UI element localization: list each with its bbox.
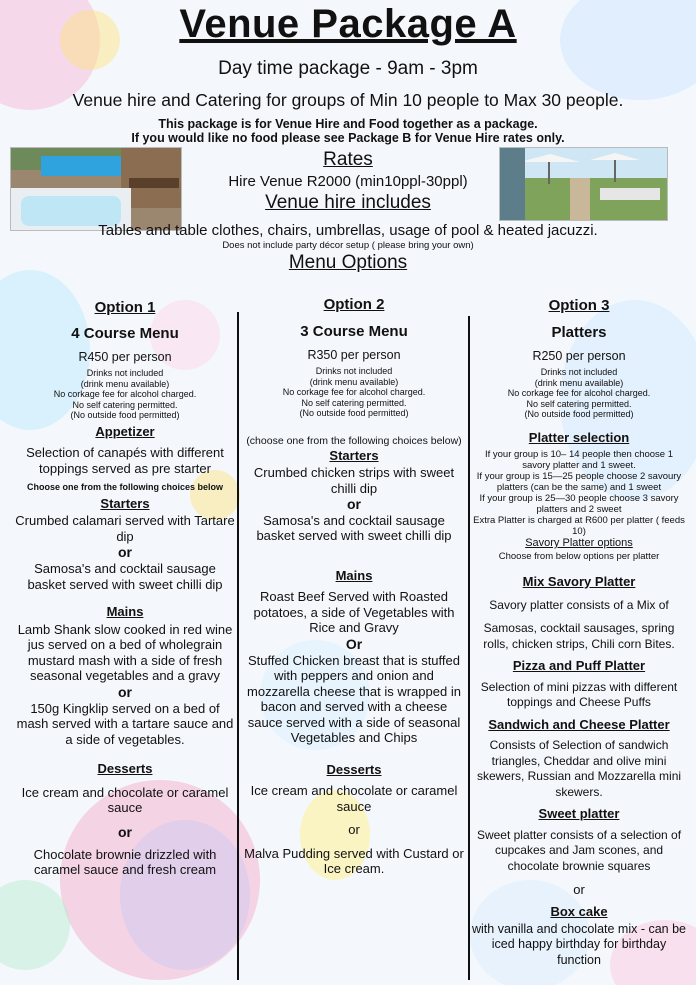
option3-mix1: Savory platter consists of a Mix of — [489, 597, 669, 612]
package-note-line2: If you would like no food please see Package B for Venue Hire rates only. — [131, 131, 565, 145]
option3-price: R250 per person — [532, 349, 626, 363]
group-size-line: Venue hire and Catering for groups of Min 10 people to Max 30 people. — [72, 90, 624, 110]
option3-rule1: If your group is 10– 14 people then choose 1 savory platter and 1 sweet. — [484, 449, 674, 472]
self-catering-note: No self catering permitted. — [72, 399, 178, 410]
option1-dessert2: Chocolate brownie drizzled with caramel sauce and fresh cream — [33, 846, 217, 878]
option2-starters-heading: Starters — [329, 447, 379, 463]
drinks-note: Drinks not included — [86, 368, 164, 378]
or-separator: or — [118, 823, 132, 840]
option3-sandwich: Consists of Selection of sandwich triangles, Cheddar and olive mini skewers, Russian and Mozzarella mini skewers. — [476, 738, 682, 799]
option3-choose-below: Choose from below options per platter — [498, 551, 660, 563]
option1-main2: 150g Kingklip served on a bed of mash served with a tartare sauce and a side of vegetables. — [16, 700, 234, 747]
option3-label: Option 3 — [548, 297, 610, 314]
option1-label: Option 1 — [94, 299, 156, 316]
includes-heading: Venue hire includes — [265, 192, 431, 213]
includes-text: Tables and table clothes, chairs, umbrellas, usage of pool & heated jacuzzi. — [98, 222, 598, 239]
option1-starters-heading: Starters — [100, 495, 150, 511]
self-catering-note: No self catering permitted. — [301, 397, 407, 408]
option1-main1: Lamb Shank slow cooked in red wine jus served on a bed of wholegrain mustard mash with a side of fresh seasonal vegetables and a gravy — [17, 621, 233, 684]
outside-food-note: (No outside food permitted) — [70, 410, 180, 420]
option2-price: R350 per person — [307, 348, 401, 362]
drinks-note: Drinks not included — [315, 366, 393, 376]
option2-course: 3 Course Menu — [300, 323, 408, 340]
option3-sandwich-heading: Sandwich and Cheese Platter — [488, 716, 670, 732]
corkage-note: No corkage fee for alcohol charged. — [53, 389, 197, 399]
or-separator: or — [347, 496, 361, 513]
venue-rate: Hire Venue R2000 (min10ppl-30ppl) — [228, 173, 468, 190]
option2-dessert1: Ice cream and chocolate or caramel sauce — [250, 783, 458, 814]
option2-choose-note: (choose one from the following choices below) — [246, 434, 462, 447]
option3-pizza: Selection of mini pizzas with different toppings and Cheese Puffs — [480, 679, 678, 710]
page-title: Venue Package A — [179, 2, 517, 46]
drink-menu-note: (drink menu available) — [80, 378, 170, 389]
option2-column — [243, 296, 465, 877]
option3-pizza-heading: Pizza and Puff Platter — [512, 658, 646, 674]
hours-line: Day time package - 9am - 3pm — [218, 58, 478, 79]
option3-sweet: Sweet platter consists of a selection of cupcakes and Jam scones, and chocolate brownie squares — [476, 827, 682, 873]
self-catering-note: No self catering permitted. — [526, 398, 632, 409]
drink-menu-note: (drink menu available) — [309, 376, 399, 387]
option3-sweet-heading: Sweet platter — [538, 806, 620, 822]
menu-options-heading: Menu Options — [288, 252, 408, 273]
or-separator: or — [118, 683, 132, 700]
decor-note: Does not include party décor setup ( please bring your own) — [222, 240, 474, 251]
option1-starter2: Samosa's and cocktail sausage basket served with sweet chilli dip — [27, 561, 223, 592]
option2-mains-heading: Mains — [335, 567, 373, 583]
option3-boxcake-heading: Box cake — [550, 903, 608, 919]
corkage-note: No corkage fee for alcohol charged. — [282, 387, 426, 397]
option3-rule4: Extra Platter is charged at R600 per platter ( feeds 10) — [473, 515, 685, 538]
option3-course: Platters — [551, 324, 607, 341]
drink-menu-note: (drink menu available) — [534, 377, 624, 388]
or-separator: or — [573, 882, 585, 898]
option1-mains-heading: Mains — [106, 604, 144, 620]
option3-savory-options: Savory Platter options — [525, 537, 633, 550]
option1-column — [14, 299, 236, 878]
option1-dessert1: Ice cream and chocolate or caramel sauce — [21, 784, 229, 816]
option2-main1: Roast Beef Served with Roasted potatoes, a side of Vegetables with Rice and Gravy — [253, 589, 455, 636]
option1-appetizer-heading: Appetizer — [95, 423, 155, 439]
option1-appetizer: Selection of canapés with different toppings served as pre starter — [26, 445, 224, 476]
package-note-line1: This package is for Venue Hire and Food together as a package. — [158, 117, 538, 131]
or-separator: Or — [345, 635, 363, 652]
package-note — [0, 117, 696, 145]
rates-heading: Rates — [323, 149, 373, 170]
option3-selection-heading: Platter selection — [528, 429, 630, 445]
option2-dessert2: Malva Pudding served with Custard or Ice cream. — [244, 845, 464, 877]
option3-mix2: Samosas, cocktail sausages, spring rolls, chicken strips, Chili corn Bites. — [483, 621, 675, 651]
option1-choose-note: Choose one from the following choices below — [26, 482, 223, 493]
option3-column — [472, 297, 686, 968]
option3-rule2: If your group is 15—25 people choose 2 savoury platters (can be the same) and 1 sweet — [476, 471, 682, 494]
drinks-note: Drinks not included — [540, 367, 618, 377]
option1-course: 4 Course Menu — [71, 325, 179, 342]
option3-mix-heading: Mix Savory Platter — [522, 574, 636, 590]
column-divider-left — [237, 312, 239, 980]
option2-main2: Stuffed Chicken breast that is stuffed with peppers and onion and mozzarella cheese that is wrapped in bacon and served with a cheese sauce served with a side of seasonal Vegetables and Chips — [247, 652, 461, 746]
option1-starter1: Crumbed calamari served with Tartare dip — [15, 513, 235, 544]
or-separator: or — [348, 822, 360, 838]
option2-starter1: Crumbed chicken strips with sweet chilli dip — [253, 465, 455, 496]
option2-label: Option 2 — [323, 296, 385, 313]
corkage-note: No corkage fee for alcohol charged. — [507, 388, 651, 398]
column-divider-right — [468, 316, 470, 980]
outside-food-note: (No outside food permitted) — [524, 409, 634, 419]
option2-starter2: Samosa's and cocktail sausage basket served with sweet chilli dip — [256, 512, 452, 544]
option3-rule3: If your group is 25—30 people choose 3 savory platters and 2 sweet — [479, 493, 679, 516]
option1-price: R450 per person — [78, 350, 172, 364]
option2-desserts-heading: Desserts — [326, 761, 382, 777]
option1-desserts-heading: Desserts — [97, 761, 153, 777]
outside-food-note: (No outside food permitted) — [299, 408, 409, 418]
option3-boxcake: with vanilla and chocolate mix - can be iced happy birthday for birthday function — [472, 921, 687, 967]
or-separator: or — [118, 544, 132, 561]
